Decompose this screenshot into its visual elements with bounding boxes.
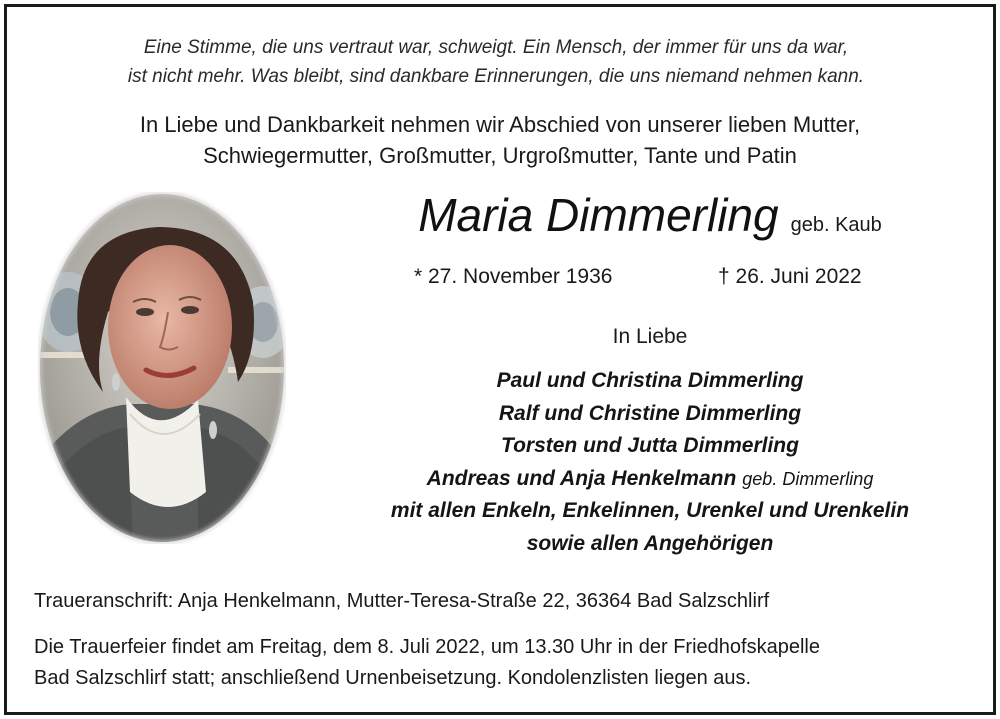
death-date: † 26. Juni 2022 (718, 265, 862, 288)
intro-line-2: Schwiegermutter, Großmutter, Urgroßmutter, Tante und Patin (203, 143, 797, 168)
memorial-quote (0, 33, 992, 91)
maiden-name: geb. Kaub (790, 214, 882, 236)
farewell-intro (0, 109, 1000, 171)
family-line-3: Torsten und Jutta Dimmerling (501, 434, 799, 457)
deceased-name-line (350, 188, 950, 242)
portrait-photo (38, 192, 286, 544)
family-line-5: mit allen Enkeln, Enkelinnen, Urenkel und Urenkelin (390, 499, 910, 522)
family-line-1: Paul und Christina Dimmerling (496, 369, 804, 392)
family-line-2: Ralf und Christine Dimmerling (498, 401, 802, 425)
intro-line-1: In Liebe und Dankbarkeit nehmen wir Abschied von unserer lieben Mutter, (139, 112, 861, 137)
family-line-6: sowie allen Angehörigen (526, 531, 774, 555)
ceremony-line-1: Die Trauerfeier findet am Freitag, dem 8. Juli 2022, um 13.30 Uhr in der Friedhofskapelle (34, 636, 820, 658)
deceased-name: Maria Dimmerling (418, 189, 779, 241)
ceremony-info (34, 632, 974, 694)
family-line-4-name: Andreas und Anja Henkelmann (426, 466, 737, 490)
family-list (310, 365, 990, 560)
quote-line-2: ist nicht mehr. Was bleibt, sind dankbare Erinnerungen, die uns niemand nehmen kann. (127, 66, 865, 87)
in-love-label: In Liebe (612, 325, 688, 348)
family-line-4 (310, 463, 990, 496)
ceremony-line-2: Bad Salzschlirf statt; anschließend Urnenbeisetzung. Kondolenzlisten liegen aus. (34, 667, 752, 689)
mourning-address: Traueranschrift: Anja Henkelmann, Mutter-Teresa-Straße 22, 36364 Bad Salzschlirf (34, 590, 770, 612)
family-line-4-note: geb. Dimmerling (742, 468, 874, 489)
quote-line-1: Eine Stimme, die uns vertraut war, schweigt. Ein Mensch, der immer für uns da war, (143, 37, 849, 58)
birth-date: * 27. November 1936 (414, 265, 613, 288)
